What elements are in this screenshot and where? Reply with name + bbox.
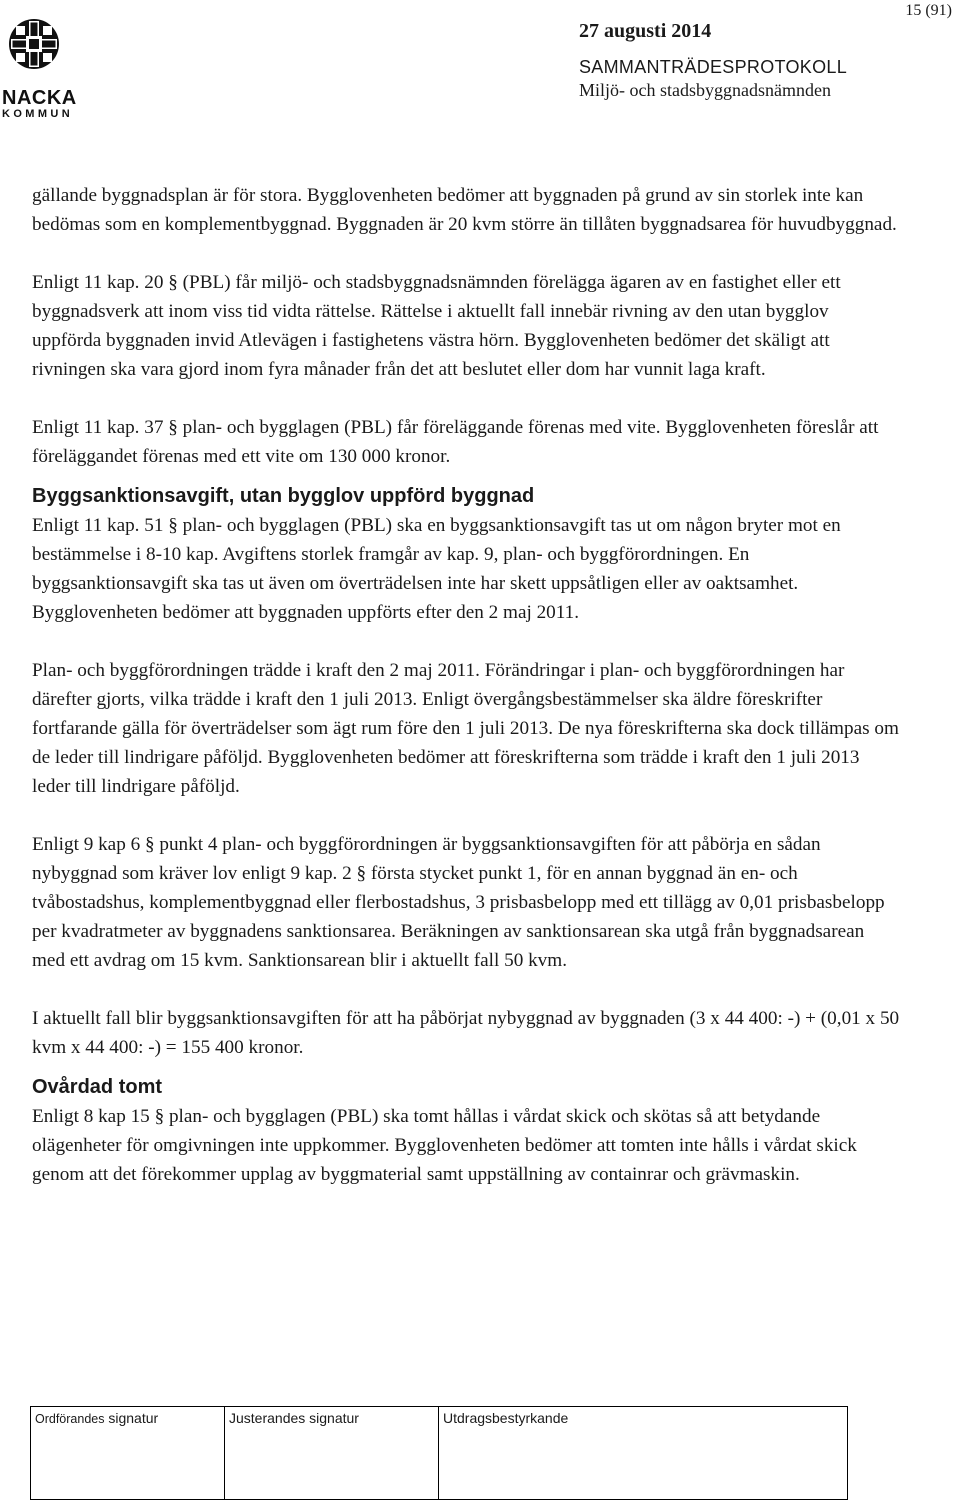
document-header: [579, 20, 847, 101]
section-heading: Ovårdad tomt: [32, 1076, 163, 1098]
adjuster-signature-label: Justerandes signatur: [229, 1410, 359, 1426]
paragraph: I aktuellt fall blir byggsanktionsavgiften för att ha påbörjat nybyggnad av byggnaden (3 x 44 400: -) + (0,01 x 50 kvm x 44 400: -) = 155 400 kronor.: [32, 1008, 900, 1058]
signature-table: [30, 1406, 848, 1500]
extract-certification-label: Utdragsbestyrkande: [443, 1410, 569, 1426]
paragraph: Enligt 11 kap. 37 § plan- och bygglagen (PBL) får föreläggande förenas med vite. Bygglovenheten föreslår att föreläggandet förenas med ett vite om 130 000 kronor.: [32, 417, 879, 467]
extract-certification-cell[interactable]: [439, 1407, 848, 1500]
page-number: 15 (91): [905, 2, 952, 19]
chair-signature-suffix: signatur: [108, 1410, 159, 1426]
board-name: Miljö- och stadsbyggnadsnämnden: [579, 80, 831, 100]
logo-name-line2: KOMMUN: [2, 108, 74, 120]
meeting-date: 27 augusti 2014: [579, 20, 712, 42]
adjuster-signature-cell[interactable]: [225, 1407, 439, 1500]
document-body: [32, 181, 902, 1189]
chair-signature-cell[interactable]: [31, 1407, 225, 1500]
paragraph: Enligt 11 kap. 51 § plan- och bygglagen (PBL) ska en byggsanktionsavgift tas ut om någon bryter mot en bestämmelse i 8-10 kap. Avgiftens storlek framgår av kap. 9, plan- och byggförordningen. En byggsanktionsavgift ska tas ut även om överträdelsen inte har skett uppsåtligen eller av oaktsamhet. Bygglovenheten bedömer att byggnaden uppförts efter den 2 maj 2011.: [32, 515, 841, 623]
paragraph: Enligt 9 kap 6 § punkt 4 plan- och byggförordningen är byggsanktionsavgiften för att påbörja en sådan nybyggnad som kräver lov enligt 9 kap. 2 § första stycket punkt 1, för en annan byggnad än en- och tvåbostadshus, komplementbyggnad eller flerbostadshus, 3 prisbasbelopp med ett tillägg av 0,01 prisbasbelopp per kvadratmeter av byggnadens sanktionsarea. Beräkningen av sanktionsarean ska utgå från byggnadsarean med ett avdrag om 15 kvm. Sanktionsarean blir i aktuellt fall 50 kvm.: [32, 834, 885, 971]
nacka-emblem-icon: [0, 18, 68, 70]
nacka-kommun-logo: [0, 18, 77, 120]
section-heading: Byggsanktionsavgift, utan bygglov uppförd byggnad: [32, 485, 535, 507]
chair-signature-prefix: Ordförandes: [35, 1412, 105, 1426]
paragraph: gällande byggnadsplan är för stora. Bygglovenheten bedömer att byggnaden på grund av sin storlek inte kan bedömas som en komplementbyggnad. Byggnaden är 20 kvm större än tillåten byggnadsarea för huvudbyggnad.: [32, 185, 897, 235]
logo-wordmark: [2, 88, 77, 120]
paragraph: Enligt 11 kap. 20 § (PBL) får miljö- och stadsbyggnadsnämnden förelägga ägaren av en fastighet eller ett byggnadsverk att inom viss tid vidta rättelse. Rättelse i aktuellt fall innebär rivning av den utan bygglov uppförda byggnaden invid Atlevägen i fastighetens västra hörn. Bygglovenheten bedömer det skäligt att rivningen ska vara gjord inom fyra månader från det att beslutet eller dom har vunnit laga kraft.: [32, 272, 841, 380]
logo-name-line1: NACKA: [2, 87, 77, 109]
paragraph: Enligt 8 kap 15 § plan- och bygglagen (PBL) ska tomt hållas i vårdat skick och skötas så att betydande olägenheter för omgivningen inte uppkommer. Bygglovenheten bedömer att tomten inte hålls i vårdat skick genom att det förekommer upplag av byggmaterial samt uppställning av containrar och grävmaskin.: [32, 1106, 857, 1185]
paragraph: Plan- och byggförordningen trädde i kraft den 2 maj 2011. Förändringar i plan- och byggförordningen har därefter gjorts, vilka trädde i kraft den 1 juli 2013. Enligt övergångsbestämmelser ska äldre föreskrifter fortfarande gälla för överträdelser som ägt rum före den 1 juli 2013. De nya föreskrifterna ska dock tillämpas om de leder till lindrigare påföljd. Bygglovenheten bedömer att föreskrifterna som trädde i kraft den 1 juli 2013 leder till lindrigare påföljd.: [32, 660, 899, 797]
protocol-title: SAMMANTRÄDESPROTOKOLL: [579, 57, 848, 77]
